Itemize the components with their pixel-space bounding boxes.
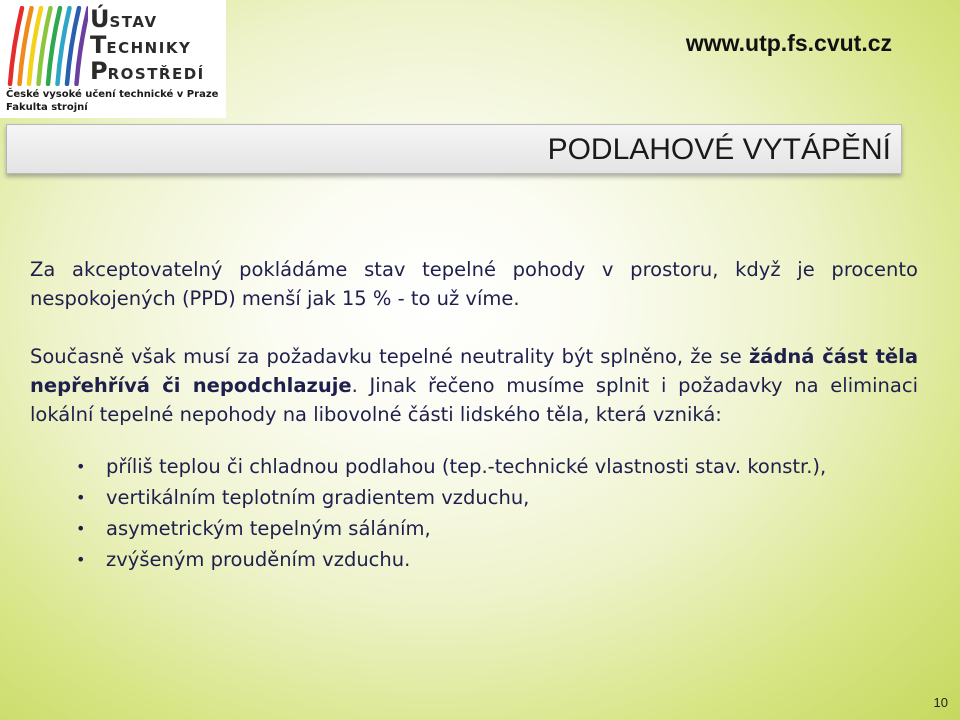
list-item: • zvýšeným prouděním vzduchu.: [30, 544, 918, 575]
bullet-icon: •: [76, 457, 86, 476]
faculty-name: Fakulta strojní: [6, 102, 88, 113]
logo-stripes-graphic: [6, 6, 88, 86]
list-item: • příliš teplou či chladnou podlahou (tep.-technické vlastnosti stav. konstr.),: [30, 451, 918, 482]
slide-title: PODLAHOVÉ VYTÁPĚNÍ: [547, 133, 891, 166]
discomfort-causes-list: [30, 451, 918, 575]
slide-content: [30, 255, 918, 575]
logo-university-text: [6, 88, 218, 114]
emphasis-text: žádná část těla nepřehřívá či nepodchlazuje: [30, 345, 918, 397]
university-name: České vysoké učení technické v Praze: [6, 89, 219, 100]
paragraph-ppd: Za akceptovatelný pokládáme stav tepelné pohody v prostoru, když je procento nespokojených (PPD) menší jak 15 % - to už víme.: [30, 258, 918, 310]
slide-title-bar: [6, 124, 902, 174]
paragraph-local-discomfort: Současně však musí za požadavku tepelné neutrality být splněno, že se žádná část těla nepřehřívá či nepodchlazuje. Jinak řečeno musíme splnit i požadavky na eliminaci lokální tepelné nepohody na libovolné části lidského těla, která vzniká:: [30, 345, 918, 426]
bullet-icon: •: [76, 488, 86, 507]
logo-name: [90, 5, 205, 86]
bullet-icon: •: [76, 519, 86, 538]
logo-line-prostredi: PROSTŘEDÍ: [90, 57, 205, 85]
bullet-icon: •: [76, 550, 86, 569]
site-url[interactable]: www.utp.fs.cvut.cz: [685, 30, 892, 56]
list-item: • vertikálním teplotním gradientem vzduchu,: [30, 482, 918, 513]
list-item: • asymetrickým tepelným sáláním,: [30, 513, 918, 544]
logo-line-techniky: TECHNIKY: [90, 31, 192, 59]
institute-logo: [0, 0, 226, 118]
logo-line-ustav: ÚSTAV: [90, 5, 158, 33]
page-number: 10: [933, 695, 948, 710]
